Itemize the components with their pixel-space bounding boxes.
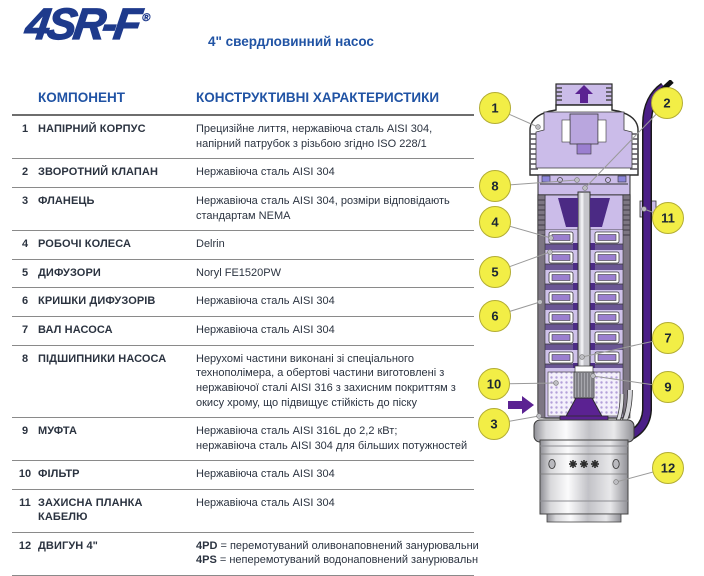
component-name: ЗВОРОТНИЙ КЛАПАН [38, 166, 159, 179]
component-characteristics: Noryl FE1520PW [196, 266, 281, 279]
page-title: 4" свердловинний насос [208, 34, 374, 49]
row-number: 4 [21, 238, 29, 251]
svg-text:9: 9 [664, 379, 672, 395]
svg-text:2: 2 [663, 95, 671, 111]
component-characteristics: Нержавіюча сталь AISI 304 [196, 295, 335, 308]
row-number: 2 [21, 166, 29, 179]
discharge-outlet [556, 84, 612, 105]
component-name: ДИФУЗОРИ [38, 266, 101, 279]
pump-diagram [474, 80, 704, 528]
table-row [12, 461, 474, 490]
table-row [12, 260, 474, 289]
component-name: ЗАХИСНА ПЛАНКА КАБЕЛЮ [38, 497, 143, 524]
component-characteristics: Delrin [196, 238, 225, 251]
svg-text:11: 11 [661, 210, 675, 226]
intake-arrow-icon [508, 396, 534, 414]
component-name: РОБОЧІ КОЛЕСА [38, 238, 132, 251]
component-characteristics: Нержавіюча сталь AISI 304 [196, 324, 335, 336]
logo-text: 4SR-F [22, 0, 142, 49]
registered-mark: ® [141, 12, 152, 24]
table-body [12, 116, 479, 576]
row-number: 11 [19, 497, 31, 509]
component-name: МУФТА [38, 425, 78, 438]
table-row [12, 418, 474, 461]
component-name: КРИШКИ ДИФУЗОРІВ [38, 295, 156, 308]
table-row [12, 188, 474, 231]
callout-6 [480, 300, 543, 332]
component-characteristics: Нержавіюча сталь AISI 304 [196, 497, 335, 509]
table-row [12, 288, 474, 317]
row-number: 7 [21, 324, 29, 336]
motor-bolt [549, 459, 555, 468]
row-number: 12 [18, 539, 32, 552]
svg-text:4: 4 [491, 214, 499, 230]
row-number: 1 [21, 123, 29, 135]
component-name: ФІЛЬТР [38, 468, 80, 481]
row-number: 5 [21, 266, 29, 279]
component-characteristics: Нержавіюча сталь AISI 304 [196, 166, 335, 179]
pump-svg [474, 80, 704, 528]
delivery-casing [530, 105, 638, 175]
svg-text:7: 7 [664, 330, 672, 346]
table-row [12, 116, 474, 159]
table-header [12, 90, 474, 116]
table-row [12, 346, 474, 419]
svg-text:1: 1 [491, 100, 499, 116]
row-number: 3 [21, 194, 29, 207]
table-row [12, 490, 474, 533]
component-characteristics: Нержавіюча сталь AISI 304 [196, 468, 335, 481]
row-number: 9 [21, 425, 29, 438]
callout-1 [480, 93, 541, 130]
component-characteristics: Прецизійне лиття, нержавіюча сталь AISI 304, напірний патрубок з різьбою згідно ISO 228/1 [196, 123, 433, 150]
motor-bolt [613, 459, 619, 468]
component-characteristics: Нержавіюча сталь AISI 304, розміри відповідають стандартам NEMA [196, 194, 450, 222]
svg-text:5: 5 [491, 264, 499, 280]
table-row [12, 533, 479, 576]
motor [534, 420, 634, 522]
svg-text:10: 10 [486, 376, 502, 392]
table-header-characteristics: КОНСТРУКТИВНІ ХАРАКТЕРИСТИКИ [196, 90, 440, 105]
spec-table [12, 90, 479, 576]
table-row [12, 317, 474, 346]
component-name: ДВИГУН 4" [38, 539, 98, 552]
component-characteristics: Нерухомі частини виконані зі спеціального технополімера, а обертові частини виготовлені з нержавіючої сталі AISI 316 з захисним покриттям з окису хрому, що підвищує стійкість до піску [196, 352, 456, 409]
component-name: НАПІРНИЙ КОРПУС [38, 123, 146, 135]
motor-screws [569, 460, 599, 468]
table-header-component: КОМПОНЕНТ [38, 90, 125, 105]
component-characteristics: Нержавіюча сталь AISI 316L до 2,2 кВт; нержавіюча сталь AISI 304 для більших потужностей [196, 425, 468, 452]
row-number: 10 [18, 468, 32, 481]
svg-text:6: 6 [491, 308, 499, 324]
component-name: ВАЛ НАСОСА [38, 324, 113, 336]
callout-3 [479, 409, 542, 440]
table-row [12, 159, 474, 188]
svg-text:3: 3 [490, 416, 498, 432]
table-row [12, 231, 474, 260]
logo [22, 0, 152, 50]
svg-text:8: 8 [491, 178, 499, 194]
component-characteristics: 4PD = перемотуваний оливонаповнений занурювальни 4PS = неперемотуваний водонаповнений занурювальн [196, 539, 479, 567]
component-name: ФЛАНЕЦЬ [38, 194, 95, 207]
row-number: 6 [21, 295, 29, 308]
component-name: ПІДШИПНИКИ НАСОСА [38, 352, 167, 365]
svg-text:12: 12 [660, 460, 676, 476]
row-number: 8 [21, 352, 29, 365]
